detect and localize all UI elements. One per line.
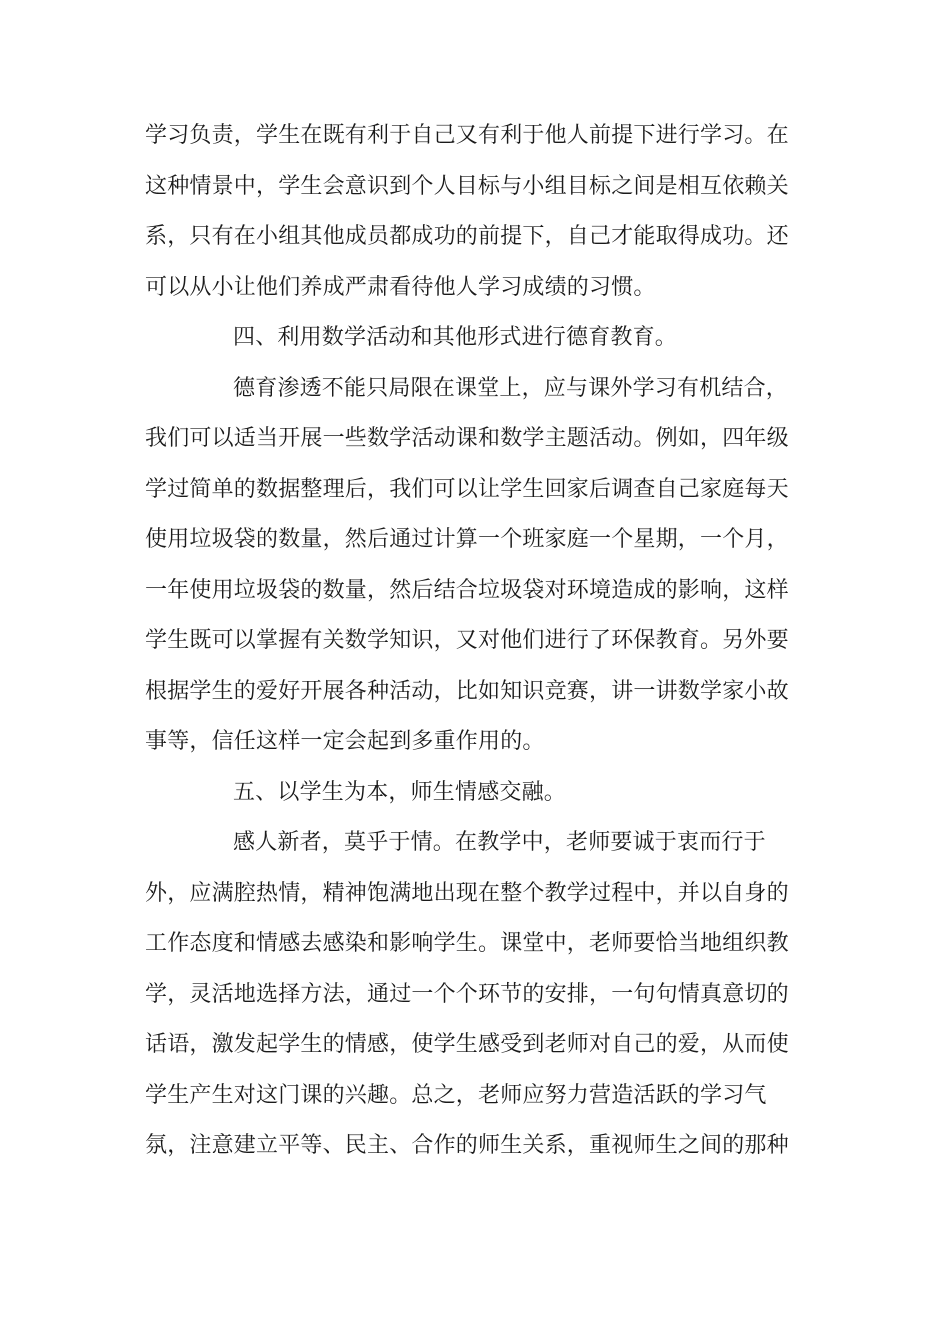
- text-line: 使用垃圾袋的数量，然后通过计算一个班家庭一个星期，一个月，: [145, 527, 789, 552]
- paragraph-cooperative-learning: [145, 111, 795, 313]
- text-line: 我们可以适当开展一些数学活动课和数学主题活动。例如，四年级: [145, 426, 789, 451]
- text-line: 工作态度和情感去感染和影响学生。课堂中，老师要恰当地组织教: [145, 931, 789, 956]
- text-line: 系，只有在小组其他成员都成功的前提下，自己才能取得成功。还: [145, 224, 789, 249]
- text-line: 一年使用垃圾袋的数量，然后结合垃圾袋对环境造成的影响，这样: [145, 577, 789, 603]
- text-line: 学过简单的数据整理后，我们可以让学生回家后调查自己家庭每天: [145, 476, 789, 502]
- text-line: 话语，激发起学生的情感，使学生感受到老师对自己的爱，从而使: [145, 1032, 789, 1057]
- paragraph-math-activities: [145, 364, 795, 768]
- text-line: 事等，信任这样一定会起到多重作用的。: [145, 729, 545, 754]
- text-line: 外，应满腔热情，精神饱满地出现在整个教学过程中，并以自身的: [145, 880, 789, 906]
- text-line: 学习负责，学生在既有利于自己又有利于他人前提下进行学习。在: [145, 123, 789, 148]
- text-line: 学生既可以掌握有关数学知识，又对他们进行了环保教育。另外要: [145, 628, 789, 653]
- heading-line: 五、以学生为本，师生情感交融。: [233, 779, 567, 805]
- text-line: 可以从小让他们养成严肃看待他人学习成绩的习惯。: [145, 274, 656, 300]
- text-line: 氛，注意建立平等、民主、合作的师生关系，重视师生之间的那种: [145, 1133, 789, 1158]
- text-line: 德育渗透不能只局限在课堂上，应与课外学习有机结合，: [233, 375, 789, 401]
- text-line: 根据学生的爱好开展各种活动，比如知识竞赛，讲一讲数学家小故: [145, 678, 789, 704]
- section-heading-five: [145, 768, 795, 819]
- section-heading-four: [145, 313, 795, 364]
- text-line: 感人新者，莫乎于情。在教学中，老师要诚于衷而行于: [233, 830, 766, 855]
- document-body: [145, 111, 795, 1172]
- paragraph-teacher-student-emotion: [145, 818, 795, 1172]
- text-line: 学，灵活地选择方法，通过一个个环节的安排，一句句情真意切的: [145, 981, 789, 1007]
- text-line: 学生产生对这门课的兴趣。总之，老师应努力营造活跃的学习气: [145, 1082, 767, 1108]
- text-line: 这种情景中，学生会意识到个人目标与小组目标之间是相互依赖关: [145, 173, 789, 199]
- heading-line: 四、利用数学活动和其他形式进行德育教育。: [233, 325, 678, 350]
